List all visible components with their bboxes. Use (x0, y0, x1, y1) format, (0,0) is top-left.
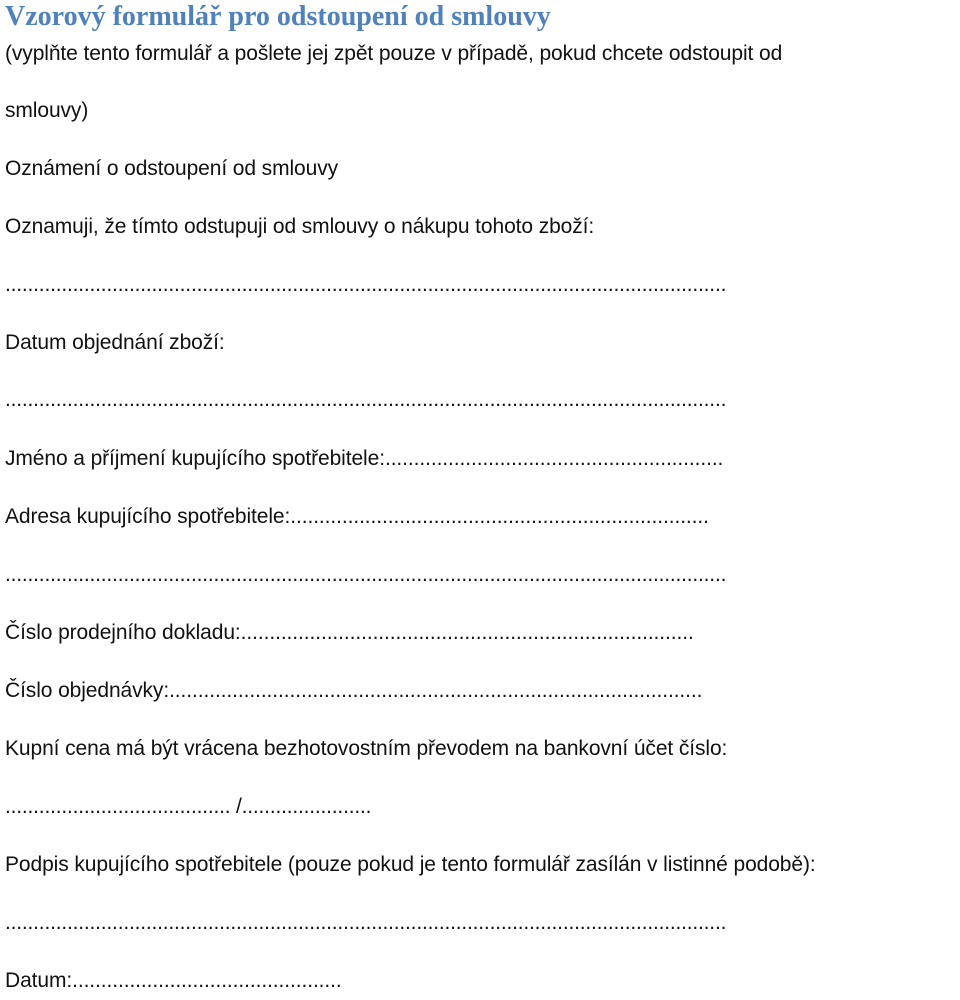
order-date-label: Datum objednání zboží: (5, 331, 225, 354)
intro-line-1: (vyplňte tento formulář a pošlete jej zpět pouze v případě, pokud chcete odstoupit od (5, 42, 783, 65)
goods-fill-line[interactable]: ................................................................................................................................ (5, 273, 727, 296)
order-number-row (5, 677, 957, 705)
receipt-number-row (5, 619, 957, 647)
order-date-fill-line[interactable]: ................................................................................................................................ (5, 388, 727, 411)
intro-line-2: smlouvy) (5, 99, 89, 122)
withdrawal-notice-heading: Oznámení o odstoupení od smlouvy (5, 157, 338, 180)
buyer-address-fill[interactable]: ......................................................................... (290, 505, 709, 528)
order-number-fill[interactable]: ............................................................................................. (169, 679, 703, 702)
receipt-number-label: Číslo prodejního dokladu: (5, 621, 241, 644)
signature-fill-line[interactable]: ................................................................................................................................ (5, 911, 727, 934)
receipt-number-fill[interactable]: ............................................................................... (240, 621, 694, 644)
buyer-address-label: Adresa kupujícího spotřebitele: (5, 505, 291, 528)
signature-label: Podpis kupujícího spotřebitele (pouze pokud je tento formulář zasílán v listinné podobě): (5, 853, 816, 876)
date-label: Datum: (5, 969, 73, 992)
buyer-address-row (5, 503, 957, 531)
order-number-label: Číslo objednávky: (5, 679, 170, 702)
buyer-name-label: Jméno a příjmení kupujícího spotřebitele: (5, 447, 385, 470)
withdrawal-statement: Oznamuji, že tímto odstupuji od smlouvy o nákupu tohoto zboží: (5, 215, 595, 238)
date-fill[interactable]: ............................................... (72, 969, 342, 992)
buyer-name-fill[interactable]: ........................................................... (384, 447, 724, 470)
refund-instruction: Kupní cena má být vrácena bezhotovostním převodem na bankovní účet číslo: (5, 737, 728, 760)
date-row (5, 967, 957, 995)
buyer-name-row (5, 445, 957, 473)
buyer-address-fill-line-2[interactable]: ................................................................................................................................ (5, 563, 727, 586)
form-title: Vzorový formulář pro odstoupení od smlouvy (5, 1, 551, 32)
bank-account-fill-line[interactable]: ........................................ /....................... (5, 795, 372, 818)
